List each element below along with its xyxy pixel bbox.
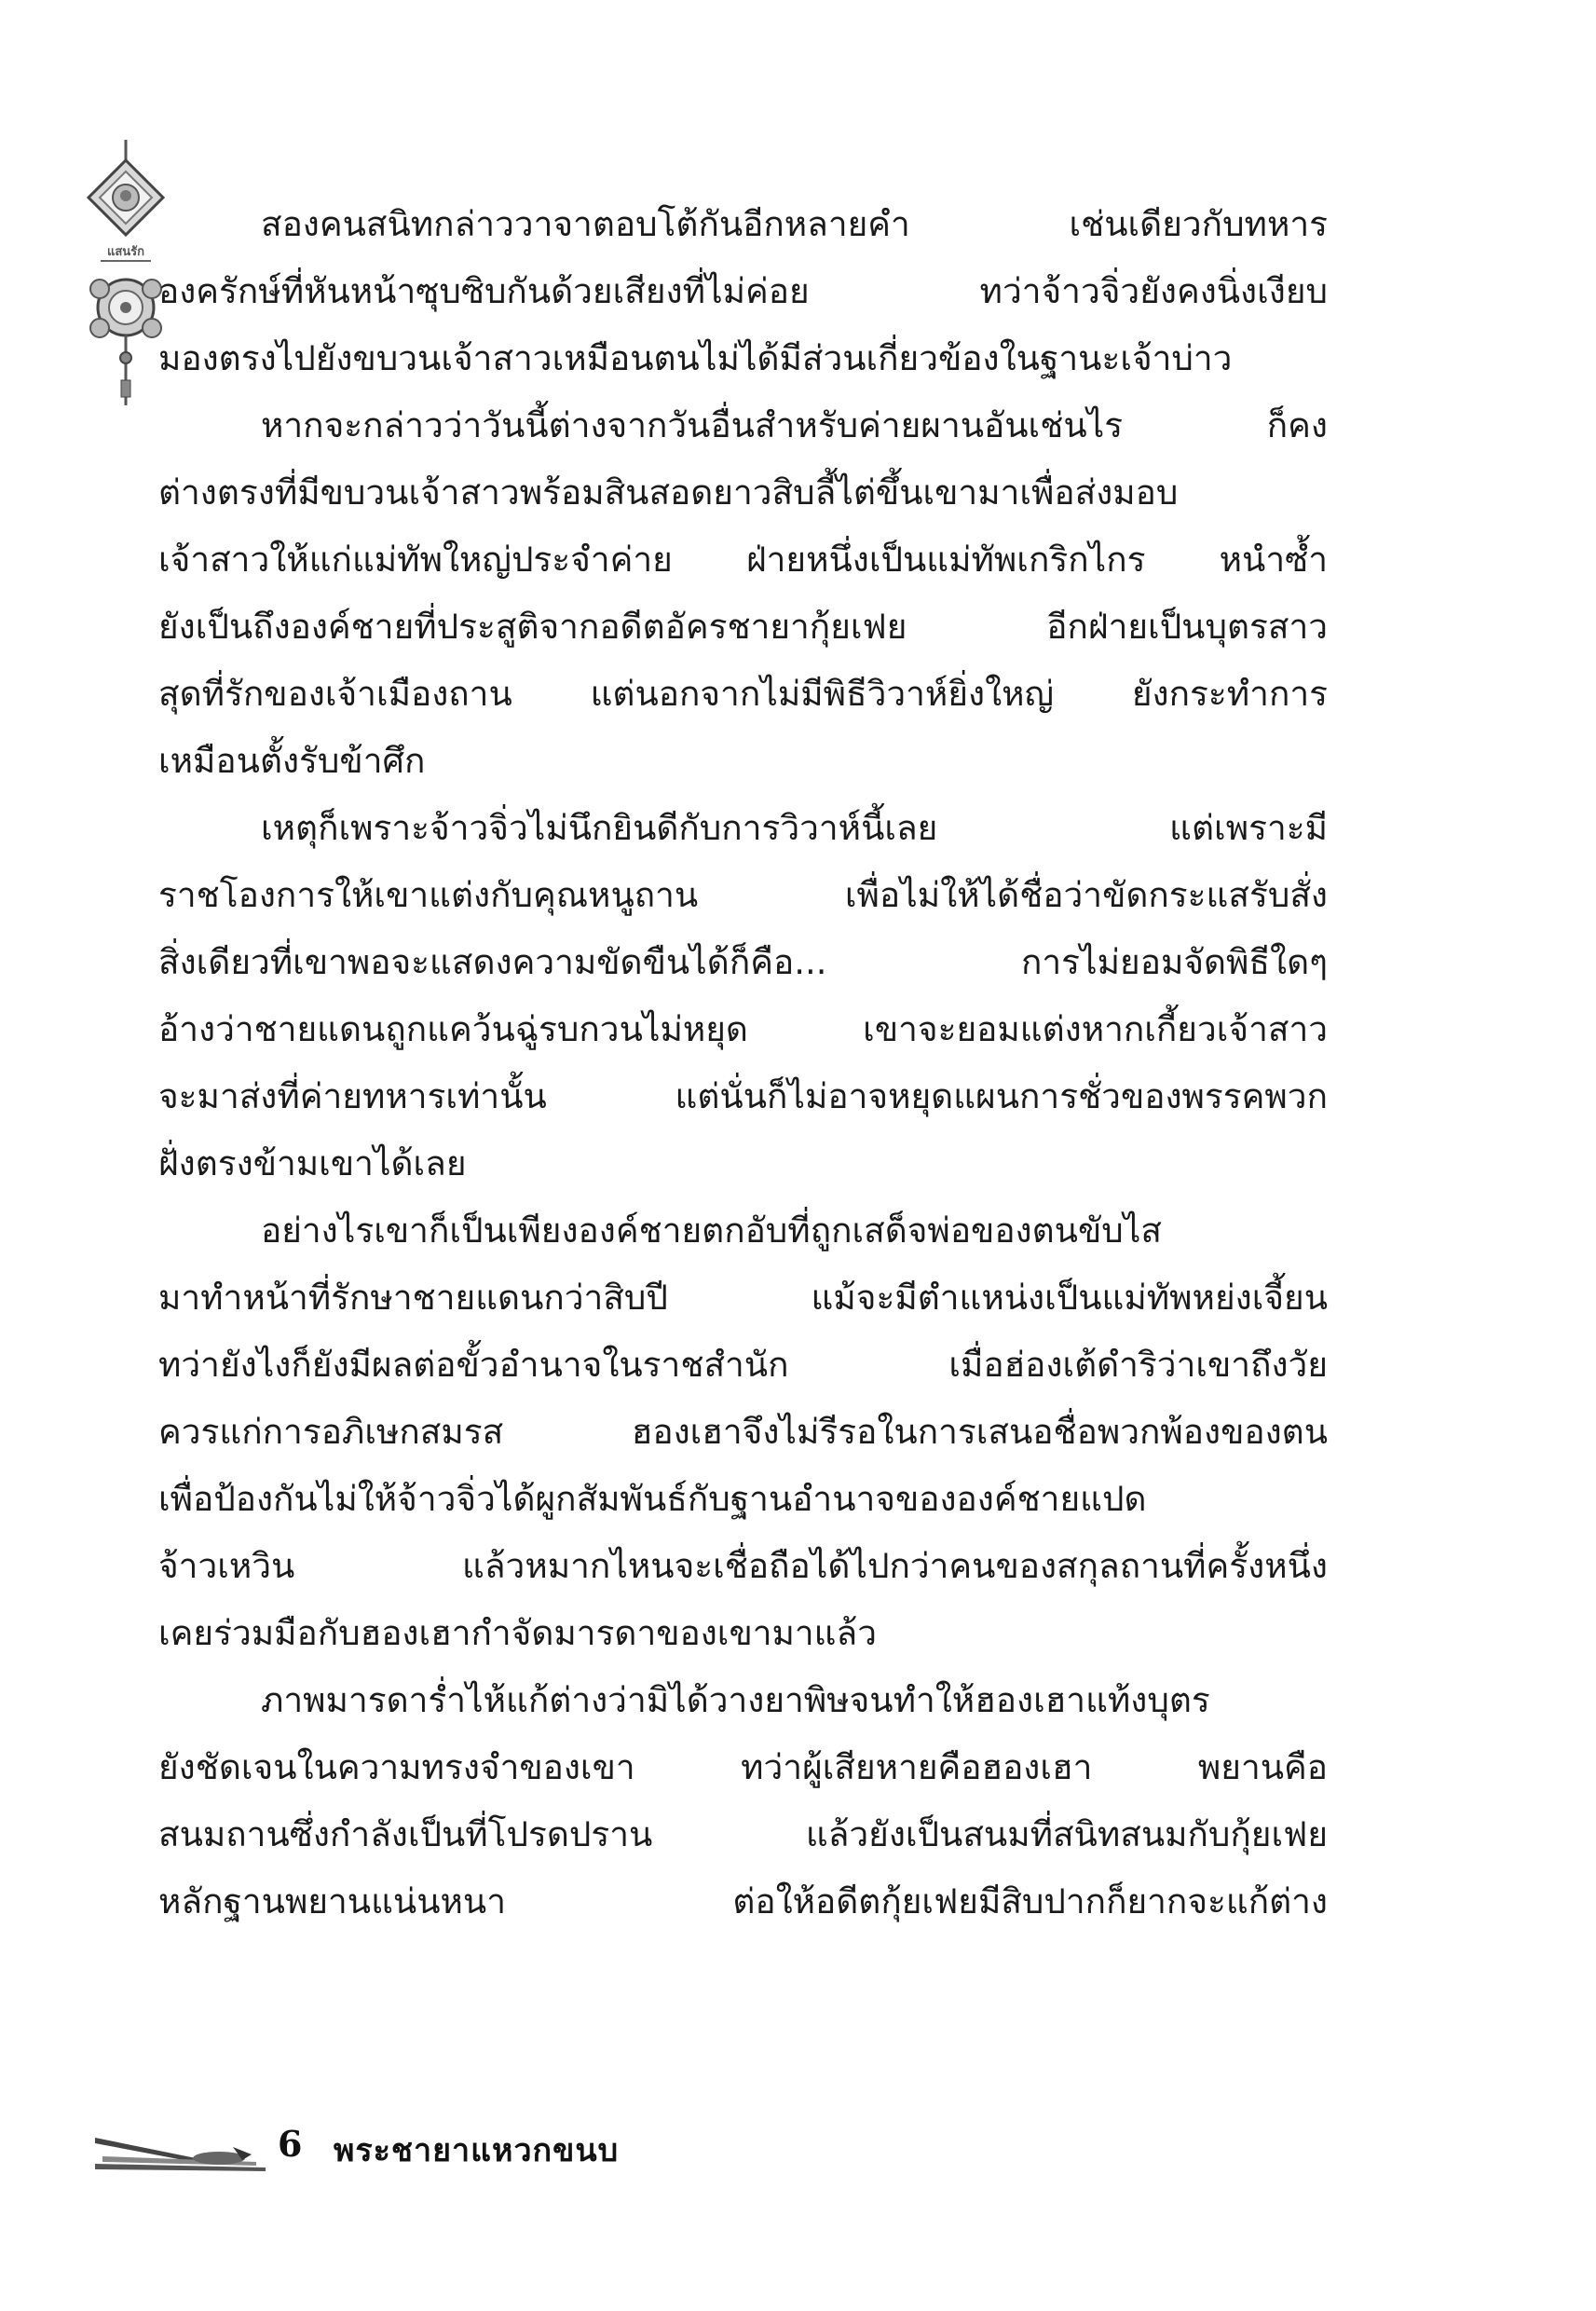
quill-pen-icon — [93, 2119, 270, 2175]
text-line: สองคนสนิทกล่าววาจาตอบโต้กันอีกหลายคำ เช่นเดียวกับทหาร — [261, 204, 1328, 244]
text-line: ทว่ายังไงก็ยังมีผลต่อขั้วอำนาจในราชสำนัก เมื่อฮ่องเต้ดำริว่าเขาถึงวัย — [158, 1345, 1328, 1385]
text-line: อย่างไรเขาก็เป็นเพียงองค์ชายตกอับที่ถูกเสด็จพ่อของตนขับไส — [261, 1210, 1162, 1251]
text-line: ต่างตรงที่มีขบวนเจ้าสาวพร้อมสินสอดยาวสิบลี้ไต่ขึ้นเขามาเพื่อส่งมอบ — [158, 472, 1179, 513]
ornament-label: แสนรัก — [106, 245, 145, 259]
text-line: ควรแก่การอภิเษกสมรส ฮองเฮาจึงไม่รีรอในการเสนอชื่อพวกพ้องของตน — [158, 1412, 1328, 1452]
text-line: มาทำหน้าที่รักษาชายแดนกว่าสิบปี แม้จะมีตำแหน่งเป็นแม่ทัพหย่งเจี้ยน — [158, 1278, 1328, 1318]
body-text — [158, 191, 1328, 1935]
paragraph-3 — [158, 795, 1328, 1197]
text-line: เจ้าสาวให้แก่แม่ทัพใหญ่ประจำค่าย ฝ่ายหนึ่งเป็นแม่ทัพเกริกไกร หนำซ้ำ — [158, 540, 1328, 580]
text-line: ยังเป็นถึงองค์ชายที่ประสูติจากอดีตอัครชายากุ้ยเฟย อีกฝ่ายเป็นบุตรสาว — [158, 607, 1328, 647]
text-line: จะมาส่งที่ค่ายทหารเท่านั้น แต่นั่นก็ไม่อาจหยุดแผนการชั่วของพรรคพวก — [158, 1076, 1328, 1116]
text-line: ยังชัดเจนในความทรงจำของเขา ทว่าผู้เสียหายคือฮองเฮา พยานคือ — [158, 1747, 1328, 1787]
text-line: หลักฐานพยานแน่นหนา ต่อให้อดีตกุ้ยเฟยมีสิบปากก็ยากจะแก้ต่าง — [158, 1881, 1328, 1921]
book-title: พระชายาแหวกขนบ — [334, 2132, 620, 2169]
text-line: ฝั่งตรงข้ามเขาได้เลย — [158, 1143, 467, 1183]
text-line: องครักษ์ที่หันหน้าซุบซิบกันด้วยเสียงที่ไม่ค่อย ทว่าจ้าวจิ่วยังคงนิ่งเงียบ — [158, 271, 1328, 311]
text-line: เพื่อป้องกันไม่ให้จ้าวจิ่วได้ผูกสัมพันธ์กับฐานอำนาจขององค์ชายแปด — [158, 1479, 1147, 1519]
text-line: เคยร่วมมือกับฮองเฮากำจัดมารดาของเขามาแล้ว — [158, 1613, 877, 1653]
text-line: มองตรงไปยังขบวนเจ้าสาวเหมือนตนไม่ได้มีส่วนเกี่ยวข้องในฐานะเจ้าบ่าว — [158, 338, 1233, 378]
paragraph-1 — [158, 191, 1328, 392]
paragraph-2 — [158, 392, 1328, 795]
text-line: สนมถานซึ่งกำลังเป็นที่โปรดปราน แล้วยังเป็นสนมที่สนิทสนมกับกุ้ยเฟย — [158, 1814, 1328, 1854]
text-line: อ้างว่าชายแดนถูกแคว้นฉู่รบกวนไม่หยุด เขาจะยอมแต่งหากเกี้ยวเจ้าสาว — [158, 1009, 1328, 1049]
text-line: ภาพมารดาร่ำไห้แก้ต่างว่ามิได้วางยาพิษจนทำให้ฮองเฮาแท้งบุตร — [261, 1680, 1210, 1720]
text-line: เหมือนตั้งรับข้าศึก — [158, 741, 426, 781]
paragraph-5 — [158, 1667, 1328, 1935]
text-line: ราชโองการให้เขาแต่งกับคุณหนูถาน เพื่อไม่ให้ได้ชื่อว่าขัดกระแสรับสั่ง — [158, 875, 1328, 915]
paragraph-4 — [158, 1197, 1328, 1667]
text-line: เหตุก็เพราะจ้าวจิ่วไม่นึกยินดีกับการวิวาห์นี้เลย แต่เพราะมี — [261, 808, 1328, 848]
text-line: จ้าวเหวิน แล้วหมากไหนจะเชื่อถือได้ไปกว่าคนของสกุลถานที่ครั้งหนึ่ง — [158, 1546, 1328, 1586]
text-line: หากจะกล่าวว่าวันนี้ต่างจากวันอื่นสำหรับค่ายผานอันเช่นไร ก็คง — [261, 405, 1328, 445]
page-number: 6 — [278, 2123, 303, 2165]
page-footer — [93, 2115, 932, 2181]
text-line: สุดที่รักของเจ้าเมืองถาน แต่นอกจากไม่มีพิธีวิวาห์ยิ่งใหญ่ ยังกระทำการ — [158, 674, 1328, 714]
text-line: สิ่งเดียวที่เขาพอจะแสดงความขัดขืนได้ก็คือ... การไม่ยอมจัดพิธีใดๆ — [158, 942, 1328, 982]
